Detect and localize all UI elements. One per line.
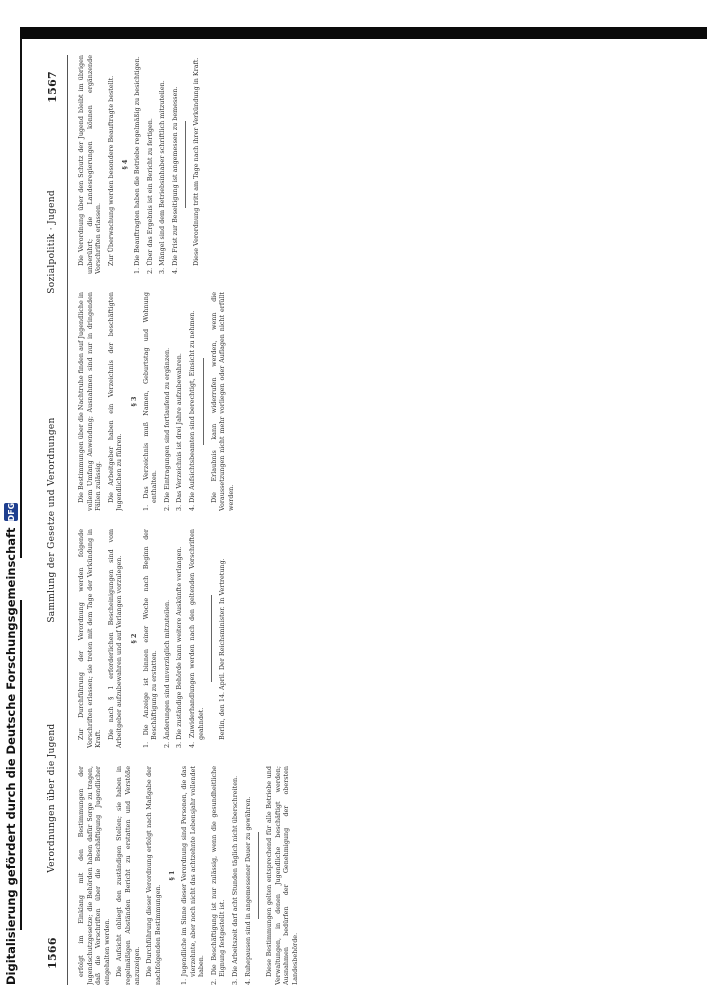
- funding-notice: [0, 502, 22, 985]
- paragraph: Die Verordnung über den Schutz der Jugend bleibt im übrigen unberührt; die Landesregierungen können ergänzende Vorschriften erlassen.: [77, 55, 103, 274]
- page-number-left: 1566: [45, 937, 59, 969]
- running-head-right: Sozialpolitik · Jugend: [47, 190, 57, 294]
- list-item: 4. Zuwiderhandlungen werden nach den geltenden Vorschriften geahndet.: [187, 529, 205, 748]
- list-item: 4. Ruhepausen sind in angemessener Dauer zu gewähren.: [243, 796, 252, 985]
- signature-line: Berlin, den 14. April. Der Reichsminister. In Vertretung.: [218, 558, 227, 740]
- section-heading: § 3: [129, 396, 138, 407]
- list-item: 3. Das Verzeichnis ist drei Jahre aufzubewahren.: [175, 353, 184, 511]
- list-item: 2. Änderungen sind unverzüglich mitzuteilen.: [162, 599, 171, 748]
- page-number-right: 1567: [45, 71, 59, 103]
- running-head-left: Verordnungen über die Jugend: [47, 723, 57, 873]
- section-heading: § 2: [129, 633, 138, 644]
- divider: [211, 595, 212, 683]
- list-item: 3. Mängel sind dem Betriebsinhaber schriftlich mitzuteilen.: [158, 80, 167, 274]
- text-column-3: [77, 292, 667, 511]
- list-item: 1. Die Anzeige ist binnen einer Woche nach Beginn der Beschäftigung zu erstatten.: [141, 529, 159, 748]
- paragraph: Die Durchführung dieser Verordnung erfolgt nach Maßgabe der nachfolgenden Bestimmungen.: [145, 766, 162, 985]
- list-item: 2. Die Eintragungen sind fortlaufend zu ergänzen.: [162, 347, 171, 511]
- list-item: 1. Die Beauftragten haben die Betriebe regelmäßig zu besichtigen.: [132, 56, 141, 274]
- paragraph: Die nach § 1 erforderlichen Bescheinigungen sind vom Arbeitgeber aufzubewahren und auf Verlangen vorzulegen.: [106, 529, 124, 748]
- binding-rule: [20, 38, 22, 558]
- page-header: [37, 55, 68, 985]
- paragraph: erfolgt im Einklang mit den Bestimmungen der Jugendschutzgesetze; die Behörden haben dafür Sorge zu tragen, daß die Vorschriften über die Beschäftigung Jugendlicher eingehalten werden.: [77, 766, 111, 985]
- list-item: 2. Die Beschäftigung ist nur zulässig, wenn die gesundheitliche Eignung festgestellt ist.: [209, 766, 227, 985]
- divider: [258, 832, 259, 920]
- paragraph: Zur Durchführung der Verordnung werden folgende Vorschriften erlassen; sie treten mit dem Tage der Verkündung in Kraft.: [77, 529, 103, 748]
- list-item: 3. Die Arbeitszeit darf acht Stunden täglich nicht überschreiten.: [230, 775, 239, 985]
- list-item: 2. Über das Ergebnis ist ein Bericht zu fertigen.: [145, 118, 154, 274]
- section-heading: § 1: [168, 870, 177, 881]
- list-item: 1. Jugendliche im Sinne dieser Verordnung sind Personen, die das vierzehnte, aber noch nicht das achtzehnte Lebensjahr vollendet haben.: [179, 766, 206, 985]
- dfg-logo-icon: DFG: [4, 503, 18, 522]
- paragraph: Diese Bestimmungen gelten entsprechend für alle Betriebe und Verwaltungen, in denen Jugendliche beschäftigt werden; Ausnahmen bedürfen der Genehmigung der obersten Landesbehörde.: [265, 766, 299, 985]
- text-column-4: [77, 55, 667, 274]
- list-item: 4. Die Frist zur Beseitigung ist angemessen zu bemessen.: [170, 86, 179, 274]
- scan-edge-bar: [20, 27, 707, 39]
- paragraph: Diese Verordnung tritt am Tage nach ihrer Verkündung in Kraft.: [192, 57, 201, 266]
- text-column-1: [77, 766, 667, 985]
- paragraph: Die Erlaubnis kann widerrufen werden, wenn die Voraussetzungen nicht mehr vorliegen oder Auflagen nicht erfüllt werden.: [209, 292, 235, 511]
- text-columns: [77, 55, 667, 985]
- paragraph: Die Arbeitgeber haben ein Verzeichnis der beschäftigten Jugendlichen zu führen.: [106, 292, 124, 511]
- section-heading: § 4: [121, 159, 130, 170]
- paragraph: Die Aufsicht obliegt den zuständigen Stellen; sie haben in regelmäßigen Abständen Bericht zu erstatten und Verstöße anzuzeigen.: [115, 766, 141, 985]
- divider: [203, 358, 204, 446]
- list-item: 4. Die Aufsichtsbeamten sind berechtigt, Einsicht zu nehmen.: [187, 310, 196, 511]
- rotated-page-content: [37, 55, 677, 985]
- text-column-2: [77, 529, 667, 748]
- paragraph: Zur Überwachung werden besondere Beauftragte bestellt.: [106, 75, 115, 266]
- divider: [185, 121, 186, 209]
- list-item: 1. Das Verzeichnis muß Namen, Geburtstag und Wohnung enthalten.: [141, 292, 159, 511]
- list-item: 3. Die zuständige Behörde kann weitere Auskünfte verlangen.: [175, 546, 184, 748]
- paragraph: Die Bestimmungen über die Nachtruhe finden auf Jugendliche in vollem Umfang Anwendung; Ausnahmen sind nur in dringenden Fällen zulässig.: [77, 292, 103, 511]
- funding-text: Digitalisierung gefördert durch die Deutsche Forschungsgemeinschaft: [4, 527, 18, 985]
- running-head-center: Sammlung der Gesetze und Verordnungen: [47, 417, 57, 623]
